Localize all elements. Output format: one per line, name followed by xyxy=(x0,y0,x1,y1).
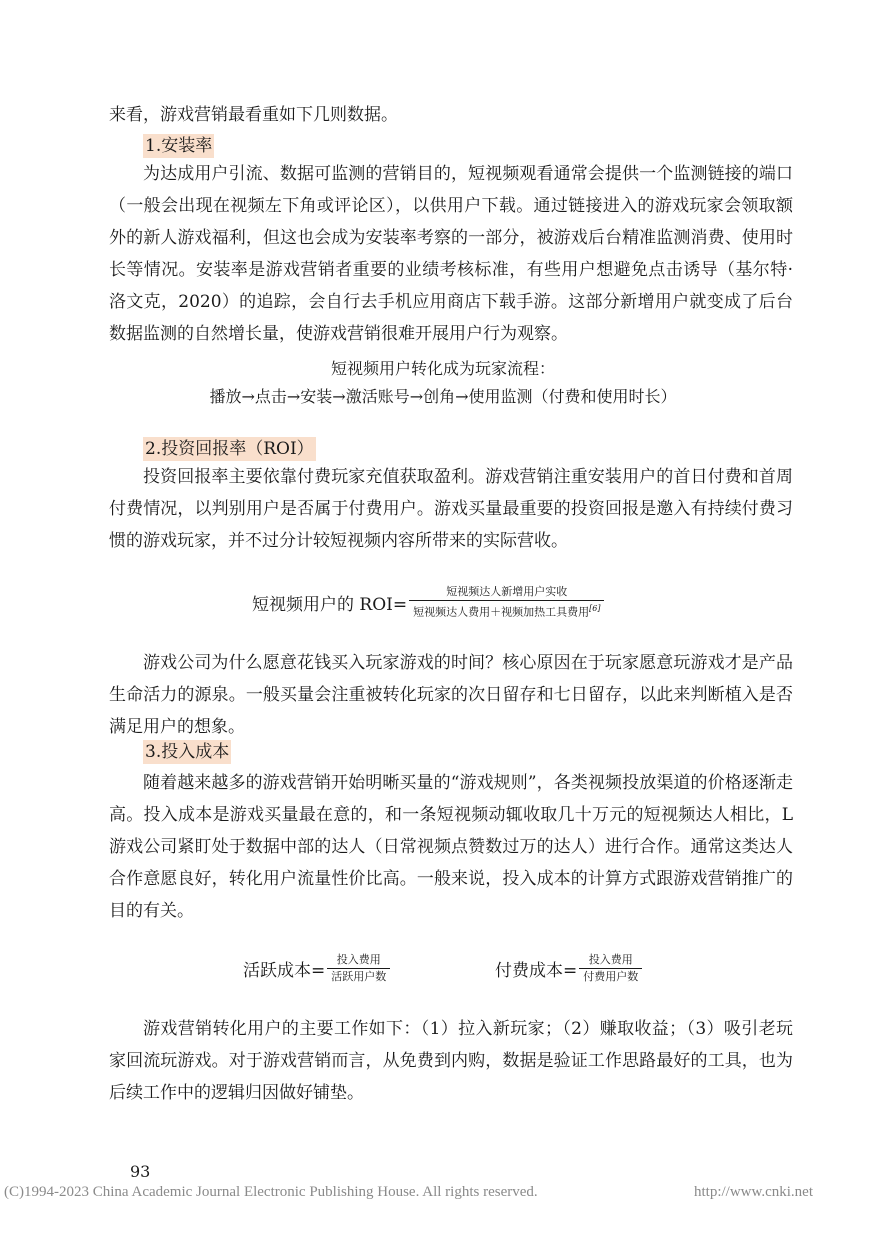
page-number: 93 xyxy=(130,1162,151,1181)
intro-text: 来看，游戏营销最看重如下几则数据。 xyxy=(109,105,398,125)
active-cost-numerator: 投入费用 xyxy=(336,953,381,966)
paid-cost-label: 付费成本= xyxy=(495,961,578,981)
section-heading-cost: 3.投入成本 xyxy=(145,742,230,762)
paid-cost-formula xyxy=(495,952,642,985)
paid-cost-denominator: 付费用户数 xyxy=(579,968,642,985)
footer-url[interactable]: http://www.cnki.net xyxy=(694,1184,814,1200)
roi-reference: [6] xyxy=(589,604,601,613)
paid-cost-numerator: 投入费用 xyxy=(588,953,633,966)
roi-fraction xyxy=(409,584,604,621)
footer-copyright: (C)1994-2023 China Academic Journal Electronic Publishing House. All rights reserved. xyxy=(4,1184,538,1200)
active-cost-formula xyxy=(243,952,390,985)
flow-steps: 播放→点击→安装→激活账号→创角→使用监测（付费和使用时长） xyxy=(209,387,677,406)
roi-numerator: 短视频达人新增用户实收 xyxy=(446,585,568,598)
roi-denominator-wrap xyxy=(409,600,604,621)
roi-paragraph: 游戏公司为什么愿意花钱买入玩家游戏的时间？核心原因在于玩家愿意玩游戏才是产品生命活力的源泉。一般买量会注重被转化玩家的次日留存和七日留存，以此来判断植入是否满足用户的想象。 xyxy=(109,653,793,737)
closing-paragraph: 游戏营销转化用户的主要工作如下：（1）拉入新玩家；（2）赚取收益；（3）吸引老玩家回流玩游戏。对于游戏营销而言，从免费到内购，数据是验证工作思路最好的工具，也为后续工作中的逻辑归因做好铺垫。 xyxy=(109,1019,793,1103)
section-body-roi: 投资回报率主要依靠付费玩家充值获取盈利。游戏营销注重安装用户的首日付费和首周付费情况，以判别用户是否属于付费用户。游戏买量最重要的投资回报是邀入有持续付费习惯的游戏玩家，并不过分计较短视频内容所带来的实际营收。 xyxy=(109,467,793,551)
active-cost-fraction xyxy=(327,952,390,985)
section-heading-roi: 2.投资回报率（ROI） xyxy=(145,439,314,459)
section-body-cost: 随着越来越多的游戏营销开始明晰买量的“游戏规则”，各类视频投放渠道的价格逐渐走高。投入成本是游戏买量最在意的，和一条短视频动辄收取几十万元的短视频达人相比，L游戏公司紧盯处于数据中部的达人（日常视频点赞数过万的达人）进行合作。通常这类达人合作意愿良好，转化用户流量性价比高。一般来说，投入成本的计算方式跟游戏营销推广的目的有关。 xyxy=(109,773,793,921)
roi-denominator: 短视频达人费用＋视频加热工具费用 xyxy=(413,605,590,619)
paid-cost-fraction xyxy=(579,952,642,985)
section-heading-install-rate: 1.安装率 xyxy=(145,136,213,156)
active-cost-label: 活跃成本= xyxy=(243,961,326,981)
section-body-install-rate: 为达成用户引流、数据可监测的营销目的，短视频观看通常会提供一个监测链接的端口（一般会出现在视频左下角或评论区），以供用户下载。通过链接进入的游戏玩家会领取额外的新人游戏福利，但这也会成为安装率考察的一部分，被游戏后台精准监测消费、使用时长等情况。安装率是游戏营销者重要的业绩考核标准，有些用户想避免点击诱导（基尔特·洛文克，2020）的追踪，会自行去手机应用商店下载手游。这部分新增用户就变成了后台数据监测的自然增长量，使游戏营销很难开展用户行为观察。 xyxy=(109,164,793,344)
active-cost-denominator: 活跃用户数 xyxy=(327,968,390,985)
roi-formula xyxy=(252,584,604,621)
roi-formula-label: 短视频用户的 ROI= xyxy=(252,594,408,615)
flow-title: 短视频用户转化成为玩家流程： xyxy=(330,359,555,378)
footer xyxy=(4,1184,884,1201)
